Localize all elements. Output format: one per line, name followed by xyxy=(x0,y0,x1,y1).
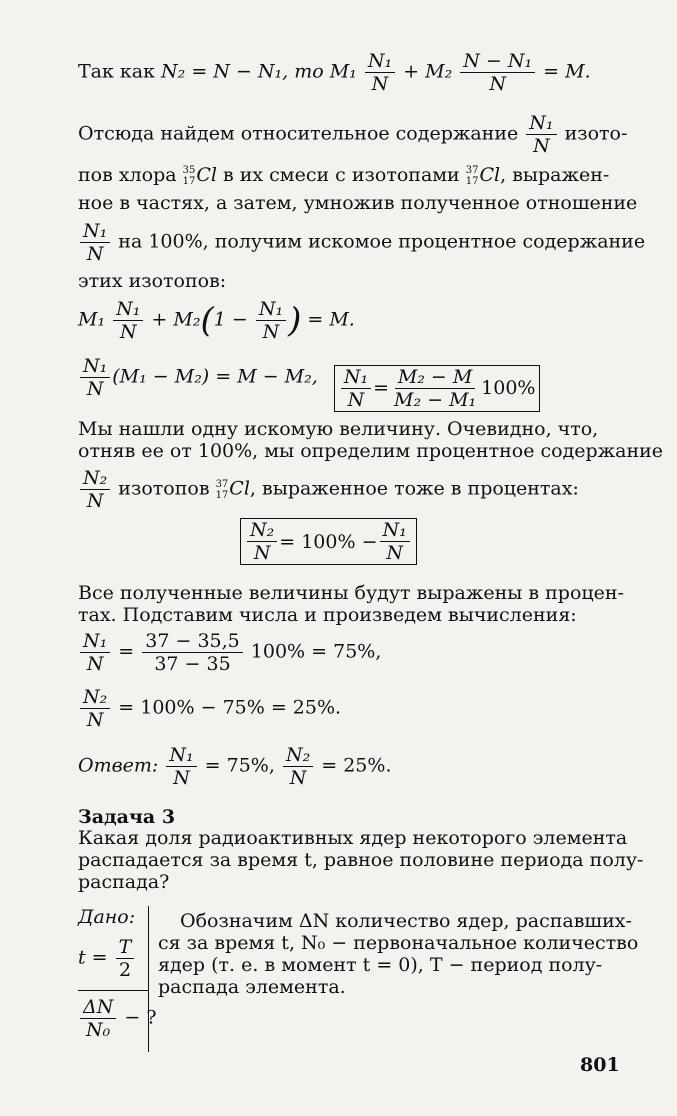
isotope-index: 37 17 xyxy=(215,478,229,501)
fraction: $\frac{\text{N₁}}{N}$ xyxy=(166,744,196,789)
task-line-3: распада? xyxy=(78,871,170,893)
task-title: Задача 3 xyxy=(78,806,176,828)
given-block xyxy=(78,906,157,1052)
fraction: $\frac{T}{2}$ xyxy=(116,936,135,981)
solution-line-4: распада элемента. xyxy=(158,976,346,998)
line-1: Так как N₂ = N − N₁, то M₁ $\frac{\text{N₁}}{N}$ + M₂ $\frac{\text{N − N₁}}{N}$ = M. xyxy=(78,50,591,95)
fraction: $\frac{\text{N₁}}{N}$ xyxy=(113,298,143,343)
answer: Ответ: $\frac{\text{N₁}}{N}$ = 75%, $\frac{\text{N₂}}{N}$ = 25%. xyxy=(78,744,392,789)
fraction: $\frac{\text{N₁}}{N}$ xyxy=(80,220,110,265)
fraction: $\frac{\text{N₁}}{N}$ xyxy=(80,355,110,400)
fraction: $\frac{\text{N₁}}{N}$ xyxy=(256,298,286,343)
line-11: тах. Подставим числа и произведем вычисления: xyxy=(78,604,577,626)
line-5: $\frac{\text{N₁}}{N}$ на 100%, получим искомое процентное содержание xyxy=(78,220,645,265)
equation-1: M₁ $\frac{\text{N₁}}{N}$ + M₂(1 − $\frac{\text{N₁}}{N}$ ) = M. xyxy=(78,298,355,343)
given-t: t = $\frac{T}{2}$ xyxy=(78,936,136,981)
fraction: $\frac{\Delta N}{\text{N₀}}$ xyxy=(80,996,116,1041)
equation-3 xyxy=(240,518,417,565)
line-9: $\frac{\text{N₂}}{N}$ изотопов 37 17 Cl, выраженное тоже в процентах: xyxy=(78,467,579,512)
fraction: $\frac{\text{N₁}}{N}$ xyxy=(341,366,371,411)
isotope-index: 37 17 xyxy=(465,165,479,187)
line-3: пов хлора 35 17 Cl в их смеси с изотопами 37 17 Cl, выражен- xyxy=(78,164,610,187)
isotope-index: 35 17 xyxy=(182,165,196,187)
page-number: 801 xyxy=(580,1054,620,1076)
fraction: $\frac{37 - 35,5}{37 - 35}$ xyxy=(142,630,242,675)
task-line-2: распадается за время t, равное половине периода полу- xyxy=(78,849,644,871)
calculation-2: $\frac{\text{N₂}}{N}$ = 100% − 75% = 25%. xyxy=(78,686,341,731)
fraction: $\frac{\text{N₂}}{N}$ xyxy=(80,686,110,731)
fraction: $\frac{\text{N₂}}{N}$ xyxy=(283,744,313,789)
line-2: Отсюда найдем относительное содержание $\frac{\text{N₁}}{N}$ изото- xyxy=(78,112,628,157)
given-divider xyxy=(78,990,148,991)
find-question: $\frac{\Delta N}{\text{N₀}}$ − ? xyxy=(78,996,157,1041)
fraction: $\frac{\text{N₁}}{N}$ xyxy=(80,630,110,675)
calculation-1: $\frac{\text{N₁}}{N}$ = $\frac{37 - 35,5}{37 - 35}$ 100% = 75%, xyxy=(78,630,381,675)
line-7: Мы нашли одну искомую величину. Очевидно, что, xyxy=(78,418,599,440)
line-6: этих изотопов: xyxy=(78,270,227,292)
boxed-result-2: $\frac{\text{N₂}}{N}$ = 100% − $\frac{\text{N₁}}{N}$ xyxy=(240,518,417,565)
fraction: $\frac{\text{N₁}}{N}$ xyxy=(526,112,556,157)
fraction: $\frac{\text{N₁}}{N}$ xyxy=(365,50,395,95)
given-label: Дано: xyxy=(78,906,136,928)
fraction: $\frac{\text{N₁}}{N}$ xyxy=(380,519,410,564)
equation-2: $\frac{\text{N₁}}{N}$ (M₁ − M₂) = M − M₂, $\frac{\text{N₁}}{N}$ = $\frac{\text{M₂ − M}}{\text{M₂ − M₁}}$ 100% xyxy=(78,355,540,412)
task-line-1: Какая доля радиоактивных ядер некоторого элемента xyxy=(78,827,628,849)
solution-line-1: Обозначим ΔN количество ядер, распавших- xyxy=(180,910,632,932)
fraction: $\frac{\text{N − N₁}}{N}$ xyxy=(460,50,535,95)
line-8: отняв ее от 100%, мы определим процентное содержание xyxy=(78,440,664,462)
boxed-result-1: $\frac{\text{N₁}}{N}$ = $\frac{\text{M₂ − M}}{\text{M₂ − M₁}}$ 100% xyxy=(334,365,541,412)
line-4: ное в частях, а затем, умножив полученное отношение xyxy=(78,192,638,214)
solution-line-3: ядер (т. е. в момент t = 0), T − период полу- xyxy=(158,954,603,976)
fraction: $\frac{\text{N₂}}{N}$ xyxy=(247,519,277,564)
fraction: $\frac{\text{M₂ − M}}{\text{M₂ − M₁}}$ xyxy=(394,365,477,411)
fraction: $\frac{\text{N₂}}{N}$ xyxy=(80,467,110,512)
solution-line-2: ся за время t, N₀ − первоначальное количество xyxy=(158,932,639,954)
line-10: Все полученные величины будут выражены в процен- xyxy=(78,582,624,604)
